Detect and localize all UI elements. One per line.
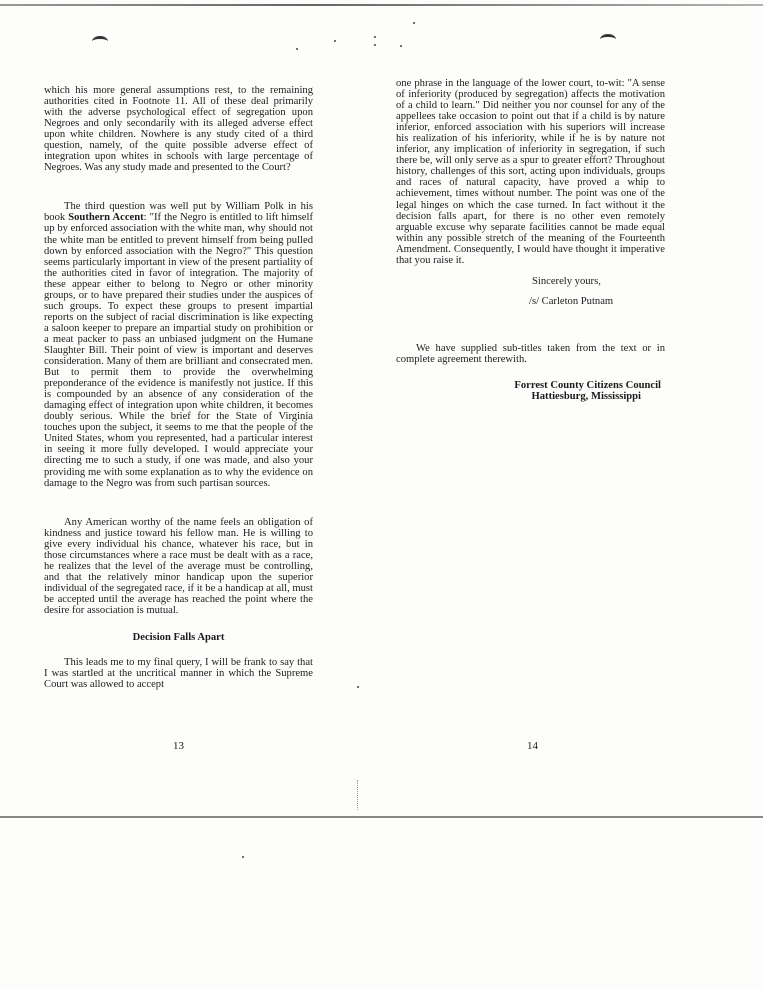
- left-paragraph-3: Any American worthy of the name feels an obligation of kindness and justice toward his fellow man. He is willing to give every individual his chance, whatever his race, but in those circumstances where a race must be dealt with as a race, he realizes that the level of the average must be controlling, and that the relatively minor handicap upon the superior individual of the segregated race, if it be a handicap at all, must be accepted until the average has reached the point where the desire for association is mutual.: [44, 516, 313, 616]
- section-subheading: Decision Falls Apart: [132, 632, 225, 644]
- letter-closing: Sincerely yours,: [532, 275, 601, 287]
- paragraph-2-body: : "If the Negro is entitled to lift himself up by enforced association with the white man, why should not the white man be entitled to prevent himself from being pulled down by enforced association with the Negro?" This question seems particularly important in view of the present partiality of the authorities cited in favor of integration. The majority of these appear either to belong to Negro or other minority groups, or to have prepared their studies under the auspices of such groups. To expect these groups to present impartial reports on the subject of racial discrimination is like expecting a saloon keeper to prepare an impartial study on prohibition or a meat packer to pass an unbiased judgment on the Humane Slaughter Bill. Their point of view is important and deserves consideration. Many of them are brilliant and consecrated men. But to permit them to provide the overwhelming preponderance of the evidence is manifestly not justice. If this is compounded by an absence of any consideration of the damaging effect of integration upon white children, it becomes doubly serious. While the brief for the State of Virginia touches upon the subject, it seems to me that the people of the United States, whom you represented, had a particular interest in seeing it more fully developed. I would appreciate your directing me to such a study, if one was made, and also your providing me with some explanation as to why the evidence on damage to the Negro was from such partisan sources.: [44, 212, 313, 489]
- scan-edge-top: [0, 4, 763, 6]
- publisher-name: Forrest County Citizens Council: [514, 379, 661, 391]
- right-page-column: [396, 78, 665, 402]
- scan-speck: [296, 48, 298, 50]
- scan-edge-bottom: [0, 816, 763, 818]
- paragraph-2-lead: The third question was well put by William Polk in his book: [44, 201, 313, 224]
- editor-note: We have supplied sub-titles taken from the text or in complete agreement therewith.: [396, 342, 665, 365]
- hole-punch-mark-right: [600, 34, 616, 45]
- page-number-left: 13: [173, 740, 184, 752]
- left-paragraph-1: which his more general assumptions rest, to the remaining authorities cited in Footnote 11. All of these deal primarily with the adverse psychological effect of segregation upon Negroes and only secondarily with its alleged adverse effect upon white children. Nowhere is any study cited of a third question, namely, of the quite possible adverse effect of integration upon whites in schools with large percentage of Negroes. Was any study made and presented to the Court?: [44, 85, 313, 174]
- letter-signature: /s/ Carleton Putnam: [529, 295, 614, 307]
- scan-speck: [334, 40, 336, 42]
- page-number-right: 14: [527, 740, 538, 752]
- publisher-location: Hattiesburg, Mississippi: [531, 391, 641, 403]
- scan-speck: [413, 22, 415, 24]
- scan-speck: [374, 44, 376, 46]
- left-page-column: [44, 85, 313, 690]
- scan-speck: [374, 36, 376, 38]
- fold-line: [357, 780, 359, 810]
- left-paragraph-2: [44, 201, 313, 488]
- left-paragraph-4: This leads me to my final query, I will be frank to say that I was startled at the uncritical manner in which the Supreme Court was allowed to accept: [44, 657, 313, 691]
- book-title: Southern Accent: [68, 212, 144, 224]
- right-paragraph-1: one phrase in the language of the lower court, to-wit: "A sense of inferiority (produced by segregation) affects the motivation of a child to learn." Did neither you nor counsel for any of the appellees take occasion to point out that if a child is by nature inferior, enforced association with his superiors will increase his realization of his inferiority, while if he is by nature not inferior, any implication of inferiority in segregation, if such there be, will only serve as a spur to greater effort? Throughout history, challenges of this sort, acting upon individuals, groups and races of natural capacity, have proved a whip to achievement, times without number. The point was one of the legal hinges on which the case turned. In fact without it the decision falls apart, for there is no other even remotely arguable excuse why separate facilities cannot be made equal within any possible stretch of the meaning of the Fourteenth Amendment. Consequently, I would have thought it imperative that you raise it.: [396, 78, 665, 266]
- scan-speck: [242, 856, 244, 858]
- scan-speck: [357, 686, 359, 688]
- scan-speck: [400, 45, 402, 47]
- hole-punch-mark-left: [92, 36, 108, 47]
